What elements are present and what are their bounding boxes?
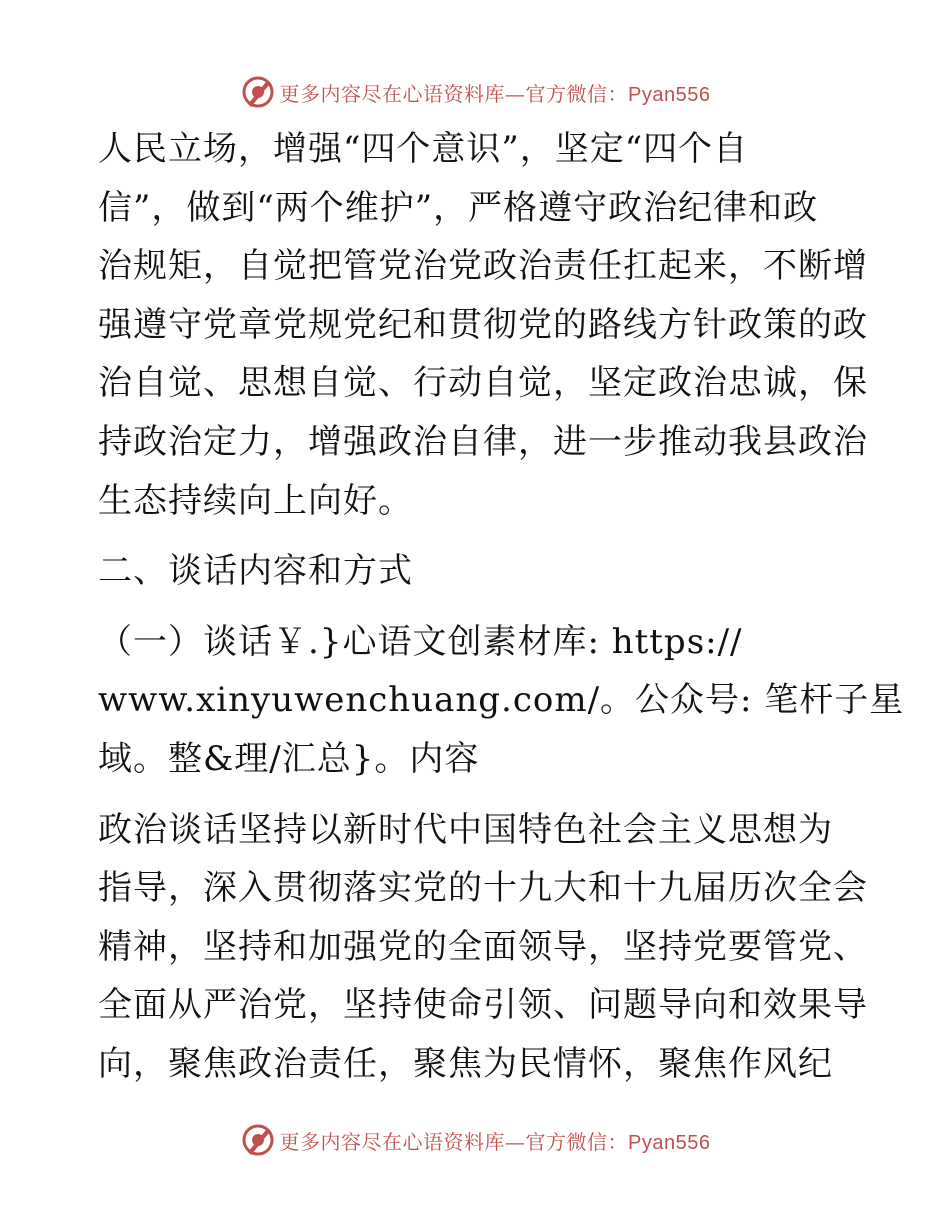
paragraph-talk-content (98, 801, 868, 1094)
pen-logo-icon (240, 1122, 276, 1158)
watermark-text: 更多内容尽在心语资料库—官方微信：Pyan556 (279, 1129, 711, 1154)
heading-line: 二、谈话内容和方式 (98, 551, 413, 592)
text-line: 人民立场，增强“四个意识”，坚定“四个自 (98, 129, 749, 169)
text-line: 生态持续向上向好。 (98, 480, 413, 521)
text-line: 信”，做到“两个维护”，严格遵守政治纪律和政 (98, 187, 819, 228)
section-heading (98, 542, 858, 601)
text-line: 治规矩，自觉把管党治党政治责任扛起来，不断增 (98, 246, 868, 287)
header-watermark (0, 72, 950, 112)
watermark-text: 更多内容尽在心语资料库—官方微信：Pyan556 (279, 81, 711, 106)
paragraph-political-stance (98, 120, 868, 530)
text-line: 指导，深入贯彻落实党的十九大和十九届历次全会 (98, 868, 868, 909)
pen-logo-icon (240, 74, 276, 110)
subsection-heading (98, 613, 905, 789)
text-line: 向，聚焦政治责任，聚焦为民情怀，聚焦作风纪 (98, 1043, 833, 1084)
footer-watermark (0, 1120, 950, 1160)
text-line: 治自觉、思想自觉、行动自觉，坚定政治忠诚，保 (98, 363, 868, 404)
text-line: 持政治定力，增强政治自律，进一步推动我县政治 (98, 421, 868, 462)
text-line: 域。整&理/汇总}。内容 (98, 738, 480, 779)
text-line: 精神，坚持和加强党的全面领导，坚持党要管党、 (98, 926, 868, 967)
text-line: 全面从严治党，坚持使命引领、问题导向和效果导 (98, 985, 868, 1026)
text-line: （一）谈话￥.}心语文创素材库: https:// (98, 621, 743, 662)
document-body (98, 120, 905, 1094)
text-line: www.xinyuwenchuang.com/。公众号: 笔杆子星 (98, 680, 905, 721)
text-line: 政治谈话坚持以新时代中国特色社会主义思想为 (98, 809, 833, 850)
text-line: 强遵守党章党规党纪和贯彻党的路线方针政策的政 (98, 304, 868, 345)
